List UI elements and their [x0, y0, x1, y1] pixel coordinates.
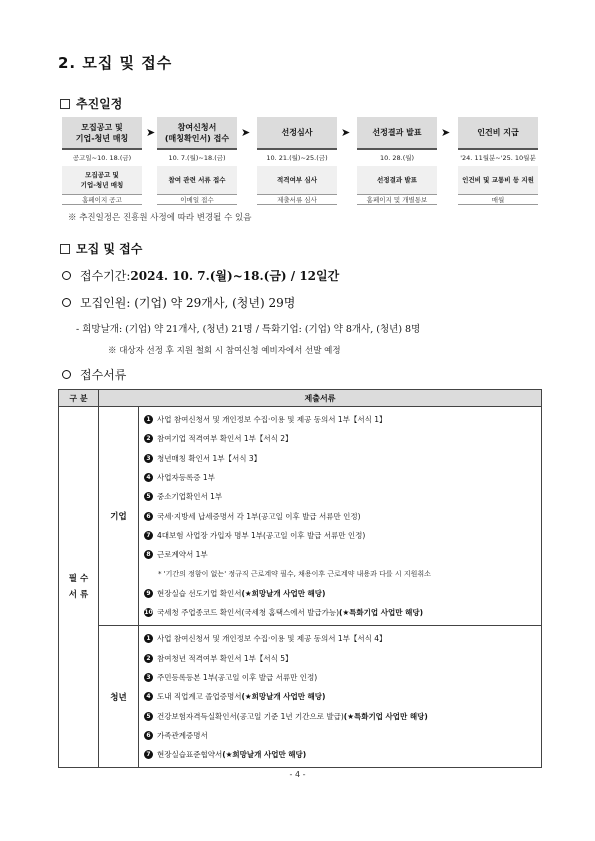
item-text: 중소기업확인서 1부	[157, 492, 223, 502]
number-badge-icon: 3	[144, 673, 153, 682]
list-item	[144, 506, 541, 525]
item-text: 가족관계증명서	[157, 730, 208, 740]
stage-title: 인건비 지급	[458, 117, 538, 150]
stage-title: 참여신청서 (매칭확인서) 접수	[157, 117, 237, 150]
stage-method: 홈페이지 및 개별통보	[357, 194, 437, 205]
list-item	[144, 603, 541, 622]
docs-label: 접수서류	[80, 368, 127, 382]
schedule-heading-text: 추진일정	[76, 97, 123, 111]
item-note: (★특화기업 사업만 해당)	[339, 608, 424, 618]
item-text: 국세청 주업종코드 확인서(국세청 홈택스에서 발급가능)	[157, 608, 340, 618]
stage-task: 선정결과 발표	[357, 166, 437, 194]
stage-title: 선정심사	[257, 117, 337, 150]
number-badge-icon: 5	[144, 492, 153, 501]
number-badge-icon: 1	[144, 415, 153, 424]
stage-title: 선정결과 발표	[357, 117, 437, 150]
number-badge-icon: 1	[144, 634, 153, 643]
documents-table	[58, 389, 542, 768]
stage-title: 모집공고 및 기업-청년 매칭	[62, 117, 142, 150]
item-text: 주민등록등본 1부(공고일 이후 발급 서류만 인정)	[157, 673, 318, 682]
number-badge-icon: 4	[144, 692, 153, 701]
list-item	[144, 629, 541, 648]
list-item	[144, 564, 541, 583]
docs-line	[62, 366, 126, 383]
arrow-right-icon: ➤	[241, 126, 251, 139]
header-category: 구 분	[59, 390, 99, 407]
stage-date: '24. 11월분~'25. 10월분	[460, 154, 536, 162]
section-title: 2. 모집 및 접수	[58, 54, 173, 72]
list-item	[144, 487, 541, 506]
recruit-heading-text: 모집 및 접수	[76, 242, 143, 256]
circle-bullet-icon	[62, 271, 71, 280]
selection-note: ※ 대상자 선정 후 지원 철회 시 참여신청 예비자에서 선발 예정	[108, 346, 341, 356]
item-text: 4대보험 사업장 가입자 명부 1부(공고일 이후 발급 서류만 인정)	[157, 530, 366, 540]
number-badge-icon: 3	[144, 454, 153, 463]
number-badge-icon: 2	[144, 434, 153, 443]
table-row	[59, 626, 542, 768]
youth-cell: 청년	[99, 626, 139, 768]
item-text: 청년매칭 확인서 1부【서식 3】	[157, 453, 262, 463]
item-note: (★희망날개 사업만 해당)	[241, 692, 326, 702]
people-line	[62, 294, 295, 311]
item-text: 참여기업 적격여부 확인서 1부【서식 2】	[157, 434, 293, 444]
item-note: (★희망날개 사업만 해당)	[222, 750, 307, 760]
arrow-right-icon: ➤	[146, 126, 156, 139]
number-badge-icon: 6	[144, 731, 153, 740]
list-item	[144, 726, 541, 745]
stage-task: 모집공고 및 기업-청년 매칭	[62, 166, 142, 194]
list-item	[144, 584, 541, 603]
item-text: * '기간의 정함이 없는' 정규직 근로계약 필수, 채용이후 근로계약 내용과 다를 시 지원취소	[158, 570, 431, 579]
number-badge-icon: 8	[144, 550, 153, 559]
stage-date: 10. 21.(월)~25.(금)	[266, 154, 328, 162]
schedule-heading	[60, 95, 122, 112]
list-item	[144, 649, 541, 668]
item-text: 현장실습 선도기업 확인서	[157, 588, 242, 598]
period-value: 2024. 10. 7.(월)~18.(금) / 12일간	[130, 269, 340, 283]
checkbox-square-icon	[60, 99, 70, 109]
recruit-heading	[60, 240, 142, 257]
number-badge-icon: 4	[144, 473, 153, 482]
list-item	[144, 745, 541, 764]
list-item	[144, 429, 541, 448]
stage-date: 공고일~10. 18.(금)	[72, 154, 132, 162]
arrow-right-icon: ➤	[441, 126, 451, 139]
circle-bullet-icon	[62, 370, 71, 379]
list-item	[144, 545, 541, 564]
number-badge-icon: 2	[144, 654, 153, 663]
list-item	[144, 668, 541, 687]
stage-method: 홈페이지 공고	[62, 194, 142, 205]
number-badge-icon: 10	[144, 609, 153, 617]
stage-task: 참여 관련 서류 접수	[157, 166, 237, 194]
checkbox-square-icon	[60, 244, 70, 254]
stage-method: 매월	[458, 194, 538, 205]
list-item	[144, 410, 541, 429]
item-text: 건강보험자격득실확인서(공고일 기준 1년 기간으로 발급)	[157, 711, 344, 721]
people-detail: - 희망날개: (기업) 약 21개사, (청년) 21명 / 특화기업: (기업) 약 8개사, (청년) 8명	[76, 324, 421, 335]
circle-bullet-icon	[62, 298, 71, 307]
table-header-row	[59, 390, 542, 407]
category-label: 필 수 서 류	[68, 574, 89, 601]
number-badge-icon: 5	[144, 712, 153, 721]
item-text: 국세·지방세 납세증명서 각 1부(공고일 이후 발급 서류만 인정)	[157, 511, 361, 521]
item-text: 참여청년 적격여부 확인서 1부【서식 5】	[157, 653, 293, 663]
stage-task: 인건비 및 교통비 등 지원	[458, 166, 538, 194]
stage-method: 이메일 접수	[157, 194, 237, 205]
page-number: - 4 -	[289, 770, 306, 779]
list-item	[144, 468, 541, 487]
period-label: 접수기간:	[80, 269, 131, 283]
period-line	[62, 267, 339, 284]
list-item	[144, 526, 541, 545]
stage-date: 10. 7.(월)~18.(금)	[168, 154, 226, 162]
stage-method: 제출서류 심사	[257, 194, 337, 205]
number-badge-icon: 7	[144, 531, 153, 540]
table-row	[59, 407, 542, 626]
item-text: 사업 참여신청서 및 개인정보 수집·이용 및 제공 동의서 1부【서식 1】	[157, 415, 387, 425]
stage-task: 적격여부 심사	[257, 166, 337, 194]
youth-items	[139, 626, 542, 768]
number-badge-icon: 9	[144, 589, 153, 598]
category-cell	[59, 407, 99, 768]
item-note: (★특화기업 사업만 해당)	[343, 711, 428, 721]
company-cell: 기업	[99, 407, 139, 626]
arrow-right-icon: ➤	[341, 126, 351, 139]
item-text: 근로계약서 1부	[157, 550, 208, 560]
list-item	[144, 706, 541, 725]
number-badge-icon: 7	[144, 750, 153, 759]
item-note: (★희망날개 사업만 해당)	[241, 588, 326, 598]
list-item	[144, 687, 541, 706]
item-text: 현장실습표준협약서	[157, 750, 223, 760]
item-text: 사업 참여신청서 및 개인정보 수집·이용 및 제공 동의서 1부【서식 4】	[157, 634, 387, 644]
header-docs: 제출서류	[99, 390, 542, 407]
number-badge-icon: 6	[144, 512, 153, 521]
item-text: 사업자등록증 1부	[157, 473, 215, 483]
company-items	[139, 407, 542, 626]
stage-date: 10. 28.(월)	[379, 154, 415, 162]
item-text: 도내 직업계고 졸업증명서	[157, 692, 242, 702]
schedule-note: ※ 추진일정은 진흥원 사정에 따라 변경될 수 있음	[68, 213, 252, 223]
people-text: 모집인원: (기업) 약 29개사, (청년) 29명	[80, 296, 296, 310]
list-item	[144, 449, 541, 468]
